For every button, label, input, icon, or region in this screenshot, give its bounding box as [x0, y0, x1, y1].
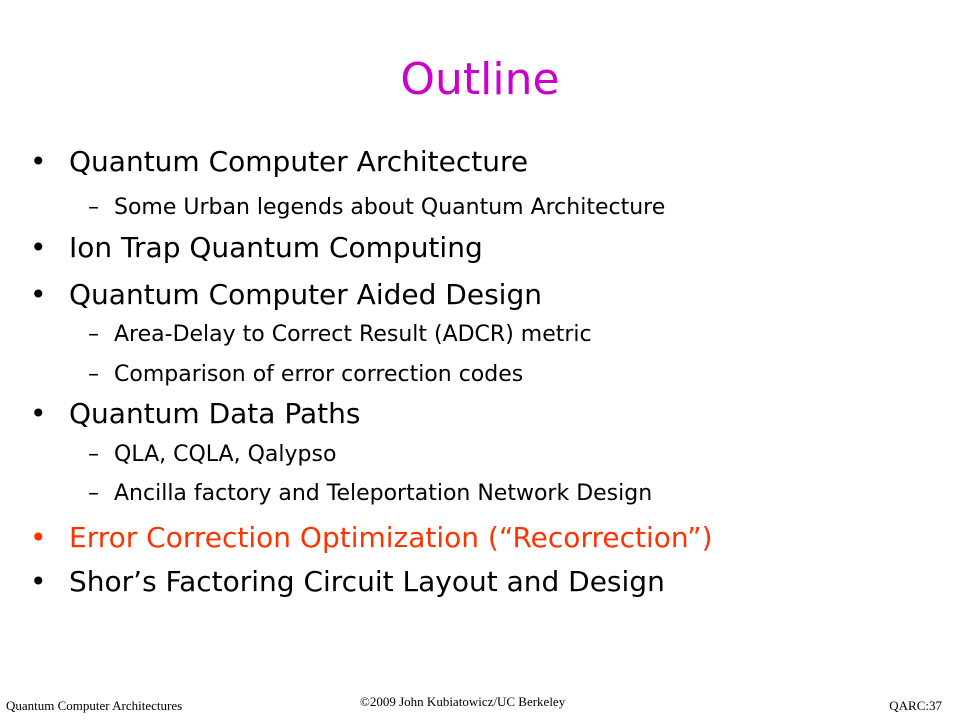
bullet-icon: • [30, 521, 47, 554]
outline-item-text: Shor’s Factoring Circuit Layout and Design [69, 565, 665, 598]
outline-subitem-text: Comparison of error correction codes [114, 362, 524, 387]
dash-icon: – [88, 442, 99, 467]
footer-center: ©2009 John Kubiatowicz/UC Berkeley [360, 694, 566, 709]
dash-icon: – [88, 195, 99, 220]
slide-title: Outline [400, 54, 560, 105]
bullet-icon: • [30, 278, 47, 311]
bullet-icon: • [30, 397, 47, 430]
outline-subitem-text: Some Urban legends about Quantum Architecture [114, 195, 666, 220]
bullet-icon: • [30, 565, 47, 598]
bullet-icon: • [30, 145, 47, 178]
bullet-icon: • [30, 231, 47, 264]
outline-subitem-text: QLA, CQLA, Qalypso [114, 442, 337, 467]
dash-icon: – [88, 481, 99, 506]
dash-icon: – [88, 322, 99, 347]
outline-item-text: Quantum Data Paths [69, 397, 361, 430]
outline-item-text: Error Correction Optimization (“Recorrection”) [69, 521, 713, 554]
outline-item-text: Ion Trap Quantum Computing [69, 231, 483, 264]
outline-item-text: Quantum Computer Aided Design [69, 278, 542, 311]
footer-left: Quantum Computer Architectures [6, 698, 183, 713]
dash-icon: – [88, 362, 99, 387]
outline-subitem-text: Ancilla factory and Teleportation Network Design [114, 481, 653, 506]
outline-subitem-text: Area-Delay to Correct Result (ADCR) metric [114, 322, 592, 347]
footer-slide-number: QARC:37 [889, 698, 942, 713]
outline-item-text: Quantum Computer Architecture [69, 145, 529, 178]
